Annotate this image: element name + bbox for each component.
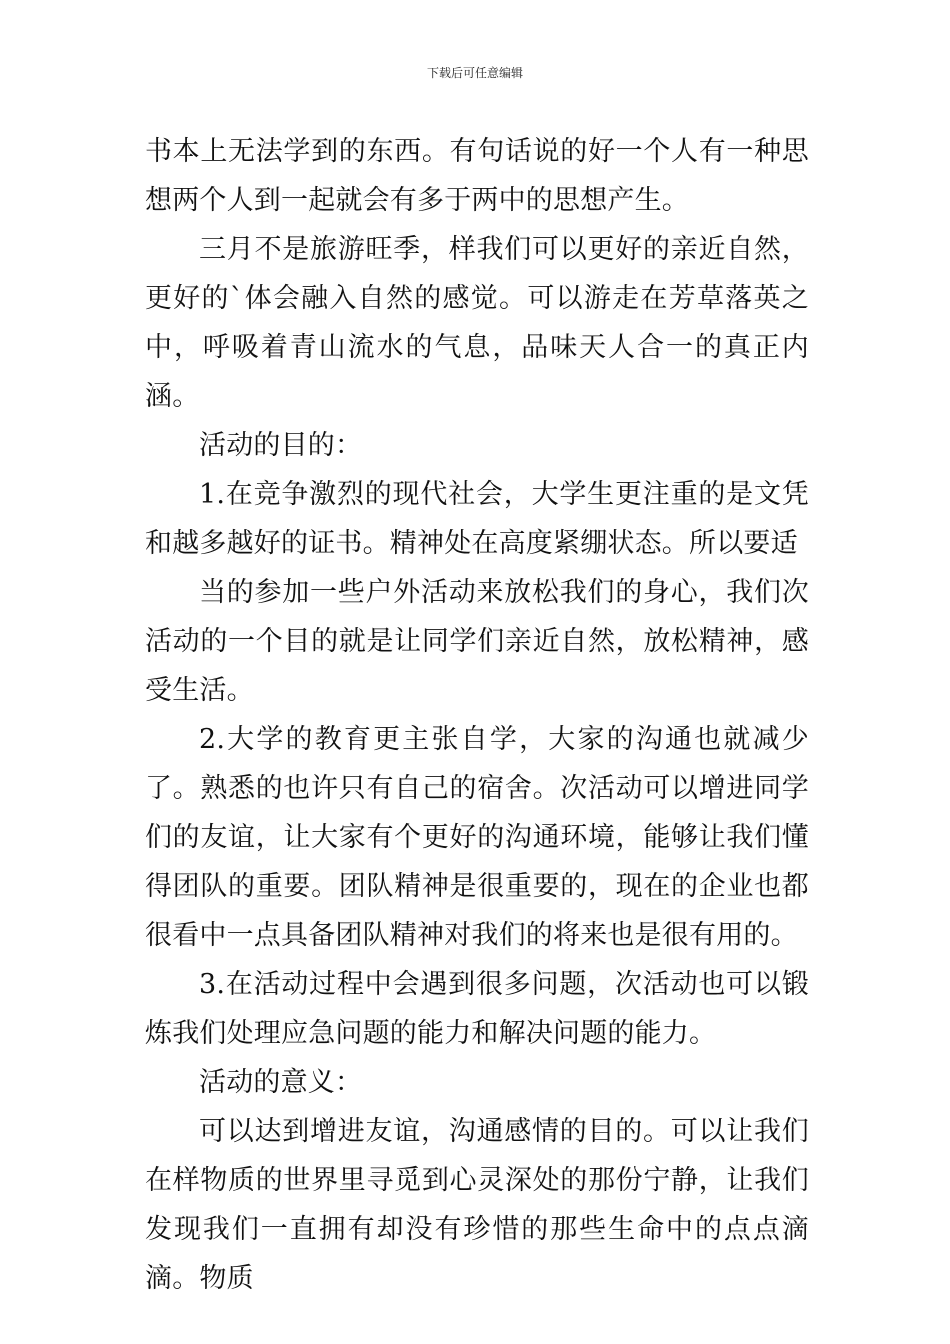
paragraph-purpose-1-continued: 当的参加一些户外活动来放松我们的身心，我们次活动的一个目的就是让同学们亲近自然，放松精神，感受生活。 [145, 577, 809, 706]
paragraph-purpose-1: 1.在竞争激烈的现代社会，大学生更注重的是文凭和越多越好的证书。精神处在高度紧绷状态。所以要适 [145, 479, 809, 559]
section-heading-significance: 活动的意义： [199, 1067, 363, 1098]
paragraph-purpose-2: 2.大学的教育更主张自学，大家的沟通也就减少了。熟悉的也许只有自己的宿舍。次活动可以增进同学们的友谊，让大家有个更好的沟通环境，能够让我们懂得团队的重要。团队精神是很重要的，现在的企业也都很看中一点具备团队精神对我们的将来也是很有用的。 [145, 724, 809, 951]
paragraph-continuation: 书本上无法学到的东西。有句话说的好一个人有一种思想两个人到一起就会有多于两中的思想产生。 [145, 136, 809, 216]
paragraph-purpose-3: 3.在活动过程中会遇到很多问题，次活动也可以锻炼我们处理应急问题的能力和解决问题的能力。 [145, 969, 809, 1049]
page-header: 下载后可任意编辑 [426, 66, 523, 80]
document-body [145, 127, 809, 1303]
paragraph-march-travel: 三月不是旅游旺季，样我们可以更好的亲近自然，更好的`体会融入自然的感觉。可以游走在芳草落英之中，呼吸着青山流水的气息，品味天人合一的真正内涵。 [145, 234, 809, 412]
section-heading-purpose: 活动的目的： [199, 430, 363, 461]
paragraph-significance: 可以达到增进友谊，沟通感情的目的。可以让我们在样物质的世界里寻觅到心灵深处的那份宁静，让我们发现我们一直拥有却没有珍惜的那些生命中的点点滴滴。物质 [145, 1116, 809, 1294]
